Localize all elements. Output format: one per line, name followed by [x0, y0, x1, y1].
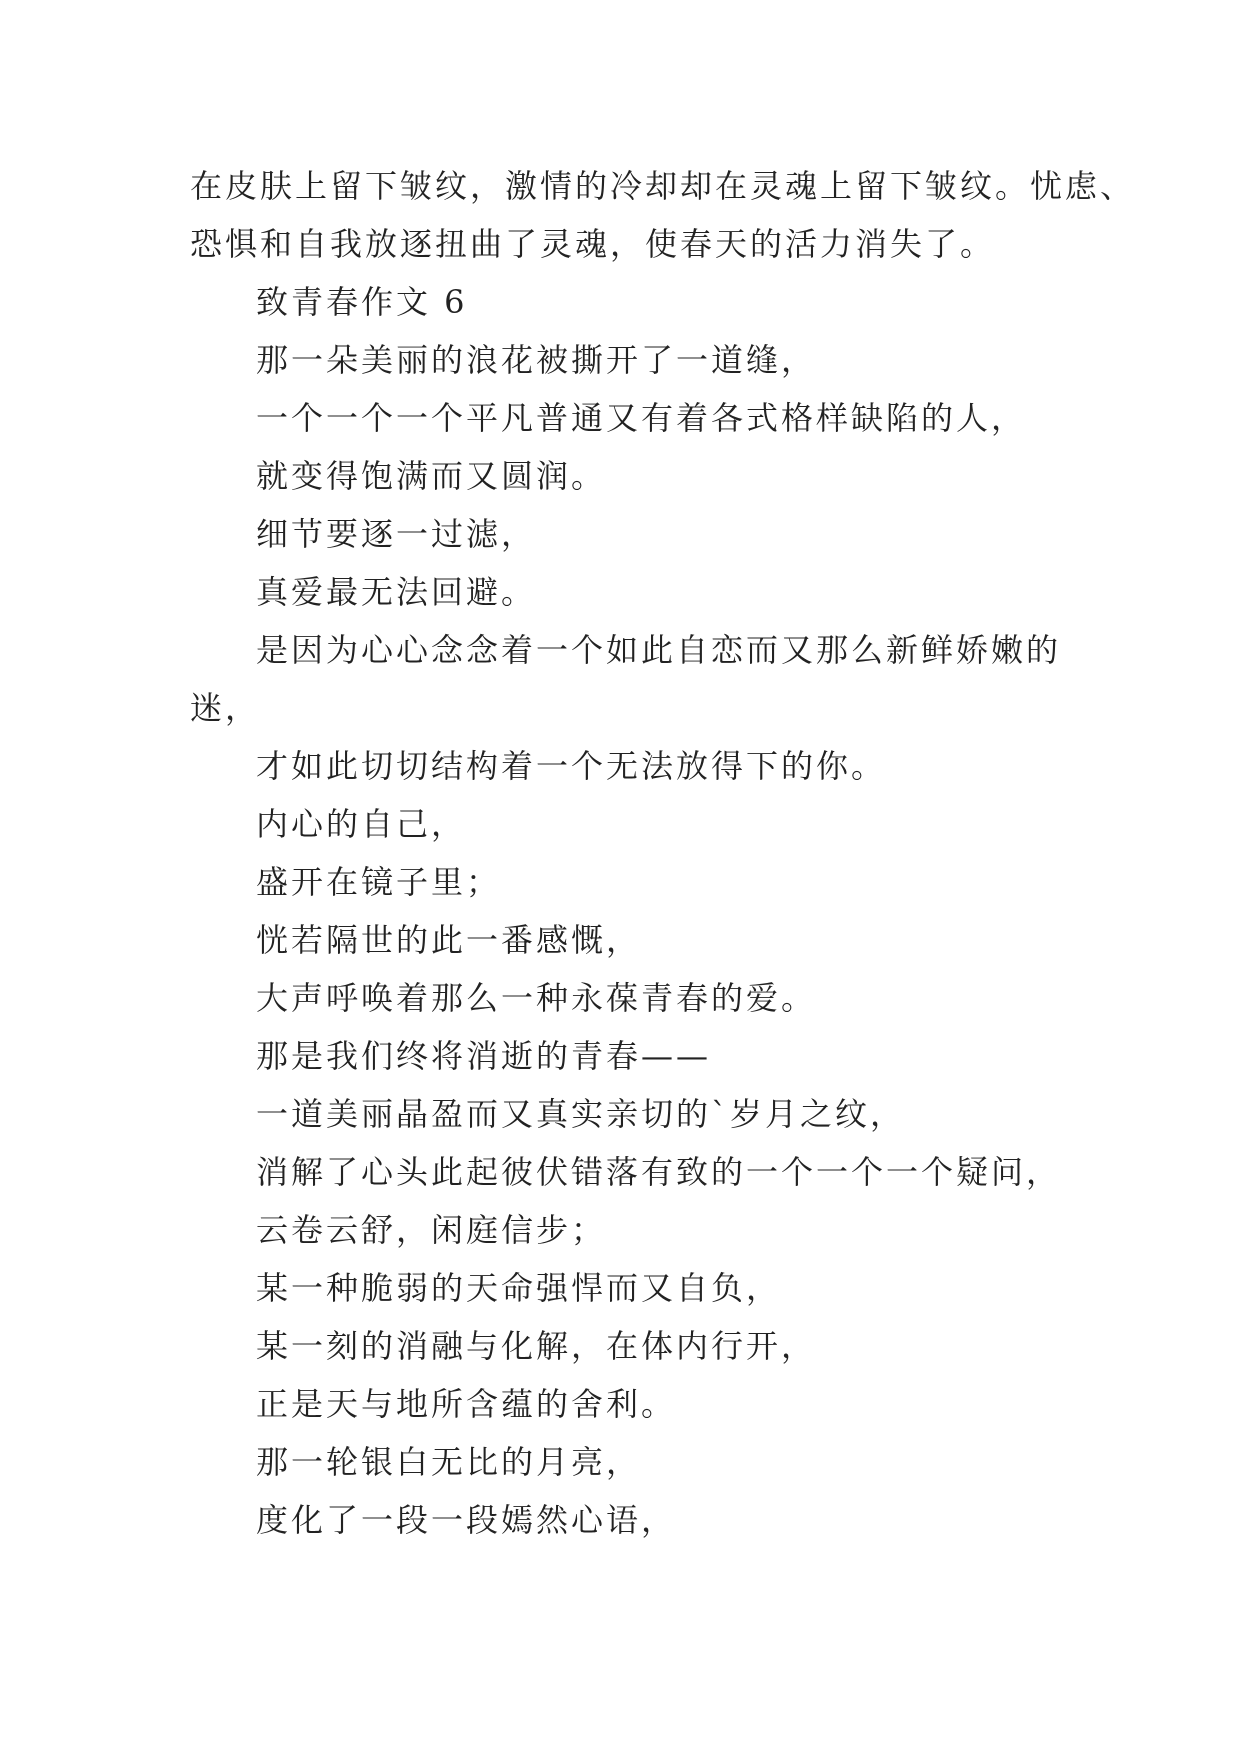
poem-line: 真爱最无法回避。	[256, 573, 537, 611]
paragraph-line: 恐惧和自我放逐扭曲了灵魂，使春天的活力消失了。	[190, 225, 996, 263]
document-body	[190, 157, 1136, 1549]
poem-line: 内心的自己，	[256, 805, 467, 843]
poem-line: 恍若隔世的此一番感慨，	[256, 921, 642, 959]
poem-line: 度化了一段一段嫣然心语，	[256, 1501, 677, 1539]
poem-line: 消解了心头此起彼伏错落有致的一个一个一个疑问，	[256, 1153, 1062, 1191]
poem-line: 正是天与地所含蕴的舍利。	[256, 1385, 677, 1423]
poem-line: 那是我们终将消逝的青春——	[256, 1037, 712, 1075]
poem-line: 某一刻的消融与化解，在体内行开，	[256, 1327, 817, 1365]
poem-line: 那一轮银白无比的月亮，	[256, 1443, 642, 1481]
poem-line: 那一朵美丽的浪花被撕开了一道缝，	[256, 341, 817, 379]
poem-line: 迷，	[190, 689, 261, 727]
poem-line: 大声呼唤着那么一种永葆青春的爱。	[256, 979, 817, 1017]
poem-line: 是因为心心念念着一个如此自恋而又那么新鲜娇嫩的	[256, 631, 1062, 669]
poem-line: 就变得饱满而又圆润。	[256, 457, 607, 495]
poem-line: 某一种脆弱的天命强悍而又自负，	[256, 1269, 782, 1307]
poem-line: 才如此切切结构着一个无法放得下的你。	[256, 747, 887, 785]
poem-line: 细节要逐一过滤，	[256, 515, 537, 553]
paragraph-line: 在皮肤上留下皱纹，激情的冷却却在灵魂上留下皱纹。忧虑、	[190, 167, 1136, 205]
poem-line: 一道美丽晶盈而又真实亲切的`岁月之纹，	[256, 1095, 906, 1133]
poem-line: 云卷云舒，闲庭信步；	[256, 1211, 607, 1249]
poem-line: 一个一个一个平凡普通又有着各式格样缺陷的人，	[256, 399, 1027, 437]
poem-line: 盛开在镜子里；	[256, 863, 502, 901]
section-heading: 致青春作文 6	[256, 283, 468, 321]
